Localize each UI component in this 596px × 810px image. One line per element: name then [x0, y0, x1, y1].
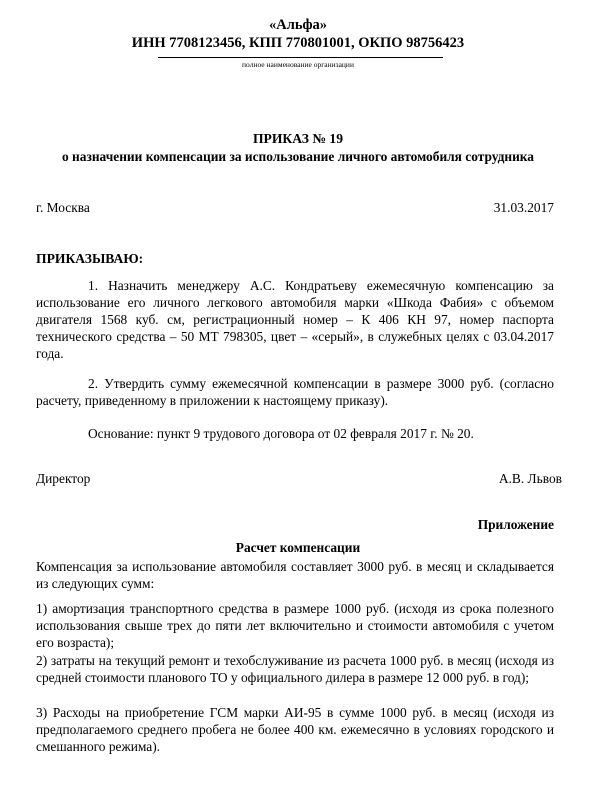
appendix-label: Приложение: [477, 517, 554, 532]
appendix-intro: Компенсация за использование автомобиля составляет 3000 руб. в месяц и складывается из следующих сумм:: [36, 559, 554, 591]
organization-caption: полное наименование организации: [242, 60, 354, 69]
organization-requisites: ИНН 7708123456, КПП 770801001, ОКПО 98756423: [131, 35, 465, 51]
order-item-1: 1. Назначить менеджеру А.С. Кондратьеву ежемесячную компенсацию за использование его личного легкового автомобиля марки «Шкода Фабия» с объемом двигателя 1568 куб. см, регистрационный номер – К 406 КН 97, номер паспорта технического средства – 50 МТ 798305, цвет – «серый», в служебных целях с 03.04.2017 года.: [36, 278, 554, 361]
organization-name: «Альфа»: [268, 17, 328, 33]
order-directive: ПРИКАЗЫВАЮ:: [36, 251, 144, 266]
signer-position: Директор: [36, 471, 91, 486]
order-city: г. Москва: [36, 200, 90, 215]
appendix-item-2: 2) затраты на текущий ремонт и техобслуживание из расчета 1000 руб. в месяц (исходя из средней стоимости планового ТО у официального дилера в размере 12 000 руб. в год);: [36, 653, 554, 685]
order-date: 31.03.2017: [493, 200, 554, 215]
order-basis: Основание: пункт 9 трудового договора от 02 февраля 2017 г. № 20.: [88, 426, 474, 441]
appendix-item-1: 1) амортизация транспортного средства в размере 1000 руб. (исходя из срока полезного использования свыше трех до пяти лет включительно и стоимости автомобиля с учетом его возраста);: [36, 601, 554, 650]
order-item-2: 2. Утвердить сумму ежемесячной компенсации в размере 3000 руб. (согласно расчету, приведенному в приложении к настоящему приказу).: [36, 376, 554, 408]
signer-name: А.В. Львов: [498, 471, 562, 486]
header-separator-line: [158, 57, 443, 58]
order-title: ПРИКАЗ № 19: [252, 131, 343, 146]
appendix-item-3: 3) Расходы на приобретение ГСМ марки АИ-95 в сумме 1000 руб. в месяц (исходя из предполагаемого среднего пробега не более 400 км. ежемесячно в условиях городского и смешанного режима).: [36, 705, 554, 754]
order-subject: о назначении компенсации за использование личного автомобиля сотрудника: [62, 149, 534, 164]
appendix-title: Расчет компенсации: [235, 540, 361, 555]
